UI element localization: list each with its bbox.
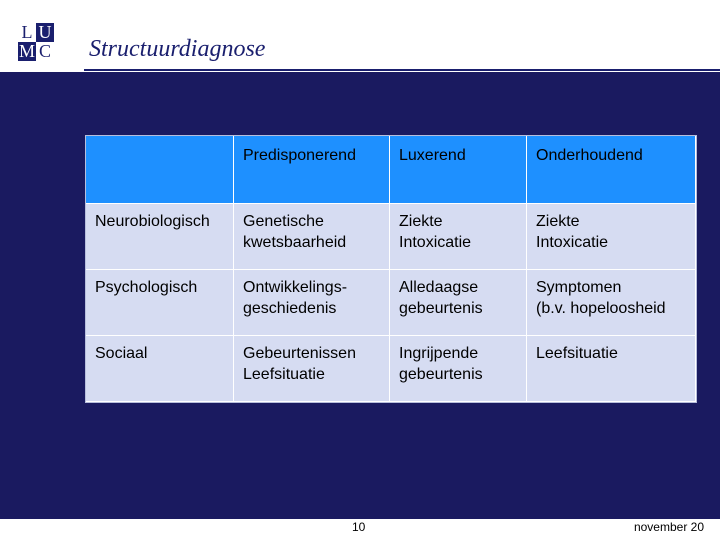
cell-line: Genetische xyxy=(243,213,324,230)
page-number: 10 xyxy=(352,520,366,534)
logo-letter-l: L xyxy=(21,22,33,42)
slide-title: Structuurdiagnose xyxy=(89,36,266,62)
table-row xyxy=(86,270,696,336)
row-label-psychologisch: Psychologisch xyxy=(86,270,234,336)
table-cell xyxy=(390,336,527,402)
footer-divider xyxy=(0,518,720,519)
title-divider xyxy=(84,69,720,71)
row-label-neurobiologisch: Neurobiologisch xyxy=(86,204,234,270)
cell-line: (b.v. hopeloosheid xyxy=(536,300,666,317)
header-luxerend: Luxerend xyxy=(390,136,527,204)
logo-letter-m: M xyxy=(18,41,35,61)
header-onderhoudend: Onderhoudend xyxy=(527,136,696,204)
table-row xyxy=(86,204,696,270)
table-cell xyxy=(390,270,527,336)
logo-letter-u: U xyxy=(36,23,54,42)
cell-line: Leefsituatie xyxy=(536,345,618,362)
cell-line: Alledaagse xyxy=(399,279,479,296)
table-header-row xyxy=(86,136,696,204)
row-label-sociaal: Sociaal xyxy=(86,336,234,402)
diagnosis-table xyxy=(86,136,696,402)
cell-line: geschiedenis xyxy=(243,300,337,317)
cell-line: Ingrijpende xyxy=(399,345,479,362)
table-cell xyxy=(390,204,527,270)
cell-line: Symptomen xyxy=(536,279,622,296)
lumc-logo xyxy=(18,23,54,61)
header-predisponerend: Predisponerend xyxy=(234,136,390,204)
cell-line: Ziekte xyxy=(536,213,580,230)
table-cell xyxy=(234,204,390,270)
cell-line: gebeurtenis xyxy=(399,366,483,383)
table-row xyxy=(86,336,696,402)
cell-line: Intoxicatie xyxy=(399,234,472,251)
table-cell xyxy=(527,270,696,336)
header-corner xyxy=(86,136,234,204)
cell-line: Ziekte xyxy=(399,213,443,230)
cell-line: kwetsbaarheid xyxy=(243,234,347,251)
logo-letter-c: C xyxy=(38,41,51,61)
table-cell xyxy=(527,204,696,270)
cell-line: Leefsituatie xyxy=(243,366,325,383)
table-cell xyxy=(234,270,390,336)
cell-line: Gebeurtenissen xyxy=(243,345,356,362)
cell-line: Intoxicatie xyxy=(536,234,609,251)
cell-line: Ontwikkelings- xyxy=(243,279,348,296)
table-cell xyxy=(234,336,390,402)
footer-date: november 20 xyxy=(633,520,704,534)
cell-line: gebeurtenis xyxy=(399,300,483,317)
table-cell xyxy=(527,336,696,402)
